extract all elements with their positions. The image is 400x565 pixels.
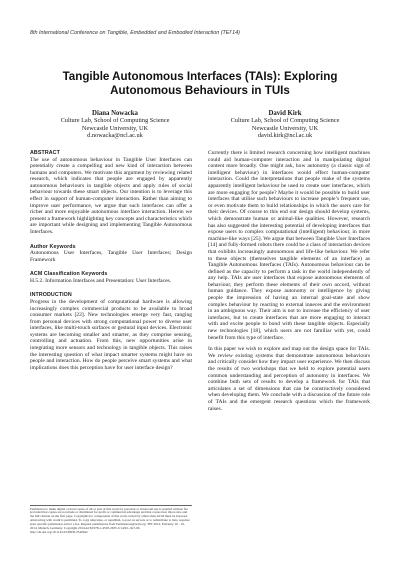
acm-heading: ACM Classification Keywords xyxy=(30,271,108,278)
right-column xyxy=(208,150,370,412)
author-email: d.nowacka@ncl.ac.uk xyxy=(87,132,143,140)
author-location: Newcastle University, UK xyxy=(251,124,319,132)
body-paragraph-1: Currently there is limited research concerning how intelligent machines could aid human-computer interaction and in manipulating digital content more broadly. One might ask, how autonomy (a classic sign of intelligent behaviour) in interfaces would effect human-computer interaction. Could the interpretations that people make of the systems apparently intelligent behaviour be used to create user interfaces, which are more engaging for people? Maybe it would be possible to build user interfaces that utilise such behaviours to increase people’s frequent use, or even motivate them to build relationships in which the users care for their devices. Of course to this end our design should develop systems, which demonstrate human or animal-like qualities. However, research has also suggested the interesting potential of developing interfaces that expose users to complex computational (intelligent) behaviour, in more machine-like ways [25]. We argue that between Tangible User Interfaces [14] and fully-formed robots there could be a class of interaction devices that exhibits increasingly autonomous and life-like behaviour. We refer to these objects (themselves tangible elements of an interface) as Tangible Autonomous Interfaces (TAIs). Autonomous behaviour can be defined as the capacity to perform a task in the world independently of any help. TAIs are user interfaces that expose autonomous elements of behaviour, they perform these elements of their own accord, without human guidance. They expose autonomy or intelligence by giving people the impression of having an internal goal-state and show complex behaviour by reacting to external inneces and the environment in an ambiguous way. Their aim is not to increase the efficiency of user interfaces, but to create interfaces that are more engaging to interact with and excite people to bond with these tangible objects. Especially new technologies [18], which users are not familiar with yet, could benefit from this type of interface. xyxy=(208,150,370,341)
introduction-text: Progress in the development of computational hardware is allowing increasingly complex commercial products to be available to broad consumer markets [22]. New technologies emerge very fast, ranging from personal devices with strong computational power to diverse user interfaces, like multi-touch surfaces or gestural input devices. Electronic systems are becoming smaller and smarter, as they comprise sensing, controlling and actuation. From this, new opportunities arise in integrating more sensors and technology in tangible objects. This raises the interesting question of what impact smarter systems might have on people and interaction. How do people perceive smart systems and what implications does this perception have for user interface design? xyxy=(30,298,192,371)
abstract-text: The use of autonomous behaviour in Tangible User Interfaces can potentially create a compelling and new kind of interaction between humans and computers. We motivate this argument by reviewing related research, which indicates that people are engaged by apparently autonomous behaviours in tangible objects and apply rules of social behaviour towards these smart objects. Our intention is to leverage this effect in support of human-computer interaction. Rather than aiming to improve user performance, we argue that such interfaces can offer a richer and more enjoyable autonomous interface interaction. Herein we present a framework highlighting key concepts and characteristics which are important while designing and implementing Tangible Autonomous Interfaces. xyxy=(30,156,192,236)
footnote-text: Permission to make digital or hard copies of all or part of this work for personal or classroom use is granted without fee provided that copies are not made or distributed for profit or commercial advantage and that copies bear this notice and the full citation on the first page. Copyrights for components of this work owned by others than ACM must be honored. Abstracting with credit is permitted. To copy otherwise, or republish, to post on servers or to redistribute to lists, requires prior specific permission and/or a fee. Request permissions from Permissions@acm.org. TEI’2014, February 16 - 19, 2014, Munich, Germany. Copyright 2014 ACM 978-1-4503-2635-3/14/02...$15.00. http://dx.doi.org/10.1145/2540930.2540942 xyxy=(30,506,190,534)
left-column xyxy=(30,150,192,371)
author-2 xyxy=(200,110,370,140)
author-email: david.kirk@ncl.ac.uk xyxy=(257,132,313,140)
copyright-footnote xyxy=(30,505,192,535)
author-affiliation: Culture Lab, School of Computing Science xyxy=(60,117,170,125)
author-name: Diana Nowacka xyxy=(92,110,138,117)
acm-text: H.5.2. Information Interfaces and Presentation: User Interfaces. xyxy=(30,277,172,284)
author-1 xyxy=(30,110,200,140)
conference-header: 8th International Conference on Tangible, Embedded and Embodied Interaction (TEI’14) xyxy=(30,30,240,36)
body-paragraph-2: In this paper we wish to explore and map out the design space for TAIs. We review existing systems that demonstrate autonomous behaviours and critically consider how they impact user experience. We then discuss the results of two workshops that we held to explore potential users common understanding and perception of autonomy in interfaces. We combine both sets of results to develop a framework for TAIs that articulates a set of dimensions that can be constructively considered when developing them. We conclude with a discussion of the future role of TAIs and the emergent research questions which the framework raises. xyxy=(208,346,370,412)
author-location: Newcastle University, UK xyxy=(81,124,149,132)
author-name: David Kirk xyxy=(268,110,302,117)
author-affiliation: Culture Lab, School of Computing Science xyxy=(230,117,340,125)
paper-title: Tangible Autonomous Interfaces (TAIs): Exploring Autonomous Behaviours in TUIs xyxy=(62,70,338,97)
keywords-text: Autonomous User Interfaces, Tangible User Interfaces; Design Framework xyxy=(30,250,192,263)
keywords-heading: Author Keywords xyxy=(30,243,76,250)
introduction-heading: INTRODUCTION xyxy=(30,292,72,299)
abstract-heading: ABSTRACT xyxy=(30,150,60,156)
